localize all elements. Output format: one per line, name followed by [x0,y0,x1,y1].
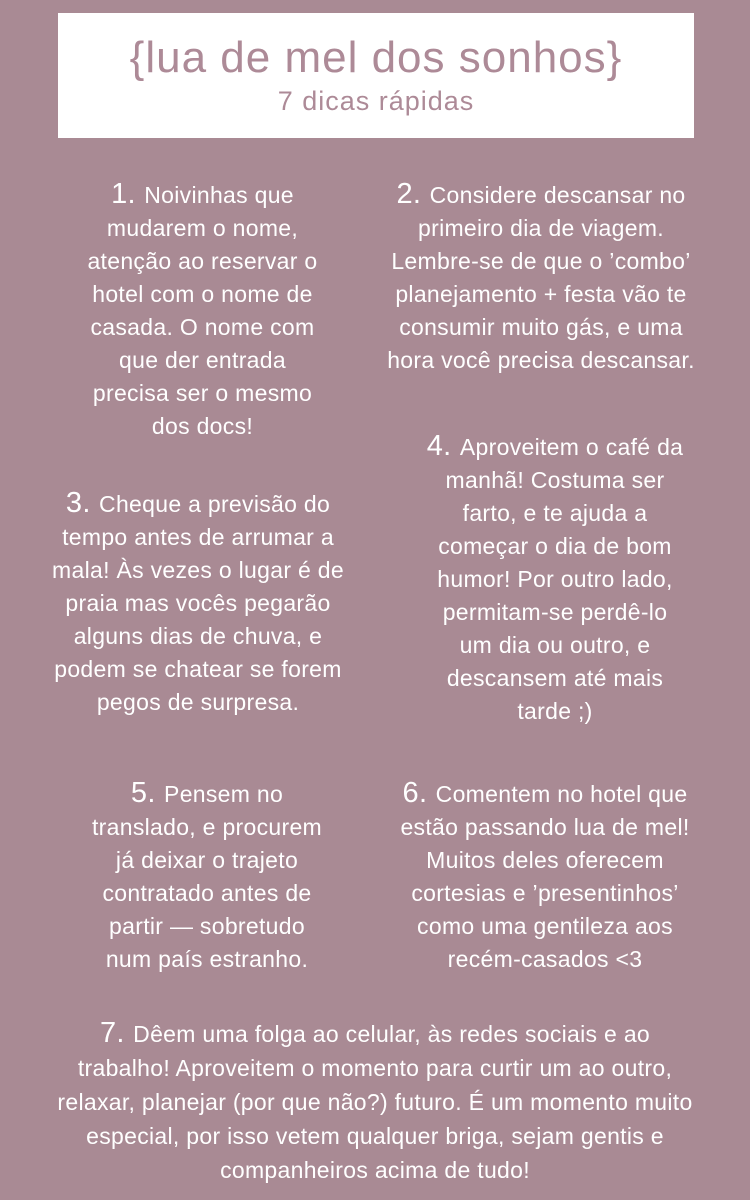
tip-number: 1. [111,178,145,210]
tip-text-line: que der entrada [119,347,286,373]
tip-text-line: Lembre-se de que o ’combo’ [391,248,691,274]
tip-text-line: num país estranho. [105,946,309,972]
tip-text-line: humor! Por outro lado, [437,566,673,592]
tip-text-line: especial, por isso vetem qualquer briga, sejam gentis e [86,1123,664,1149]
tip-text-line: começar o dia de bom [438,533,672,559]
tip-text-line: 1. Noivinhas que [111,178,294,210]
tip-text-line: mudarem o nome, [106,215,299,241]
tip-text-line: um dia ou outro, e [459,632,651,658]
tip-number: 7. [100,1017,134,1049]
tip-text-line: 3. Cheque a previsão do [65,487,331,519]
tip-number: 4. [426,430,460,462]
tip-4 [400,430,710,728]
tip-text-line: 7. Dêem uma folga ao celular, às redes sociais e ao [100,1017,650,1049]
tip-text-line: recém-casados <3 [447,946,643,972]
tip-3 [38,487,358,719]
tip-text-line: mala! Às vezes o lugar é de [52,557,344,583]
tip-number: 3. [65,487,100,519]
tip-6 [380,777,710,976]
tip-text-line: atenção ao reservar o [87,248,318,274]
tip-5 [47,777,367,976]
tip-text-line: dos docs! [151,413,254,439]
tip-text-line: 6. Comentem no hotel que [402,777,688,809]
tip-text-line: tempo antes de arrumar a [62,524,334,550]
tip-text-line: Muitos deles oferecem [426,847,664,873]
tip-text-line: alguns dias de chuva, e [73,623,323,649]
tip-text-line: pegos de surpresa. [96,689,300,715]
tip-text-line: translado, e procurem [91,814,323,840]
tip-text-line: podem se chatear se forem [54,656,342,682]
tip-text-line: 2. Considere descansar no [396,178,686,210]
tip-text-line: permitam-se perdê-lo [442,599,668,625]
tip-text-line: já deixar o trajeto [115,847,299,873]
tip-text-line: primeiro dia de viagem. [418,215,664,241]
tip-text-line: consumir muito gás, e uma [399,314,683,340]
tip-text-line: partir — sobretudo [109,913,305,939]
tip-text-line: praia mas vocês pegarão [65,590,331,616]
tip-text-line: tarde ;) [517,698,593,724]
tip-text-line: hora você precisa descansar. [387,347,695,373]
tip-text-line: precisa ser o mesmo [92,380,313,406]
tip-text-line: casada. O nome com [90,314,315,340]
tip-number: 6. [402,777,436,809]
tip-text-line: 5. Pensem no [130,777,284,809]
tip-text-line: cortesias e ’presentinhos’ [411,880,679,906]
tip-text-line: descansem até mais [446,665,664,691]
header-banner [58,13,694,138]
tip-number: 2. [396,178,430,210]
tip-text-line: 4. Aproveitem o café da [426,430,684,462]
tip-text-line: trabalho! Aproveitem o momento para curtir um ao outro, [77,1055,673,1081]
tip-number: 5. [130,777,165,809]
tip-text-line: relaxar, planejar (por que não?) futuro. É um momento muito [57,1089,693,1115]
tip-text-line: companheiros acima de tudo! [220,1157,530,1183]
tip-text-line: contratado antes de [102,880,312,906]
tip-1 [40,178,365,443]
tip-text-line: como uma gentileza aos [417,913,673,939]
tip-text-line: hotel com o nome de [92,281,313,307]
tip-2 [372,178,710,377]
page-subtitle: 7 dicas rápidas [277,85,475,116]
page-title: {lua de mel dos sonhos} [129,33,623,83]
tip-text-line: manhã! Costuma ser [445,467,665,493]
tip-text-line: planejamento + festa vão te [395,281,687,307]
tip-7 [35,1016,715,1187]
tip-text-line: farto, e te ajuda a [462,500,648,526]
tip-text-line: estão passando lua de mel! [400,814,690,840]
